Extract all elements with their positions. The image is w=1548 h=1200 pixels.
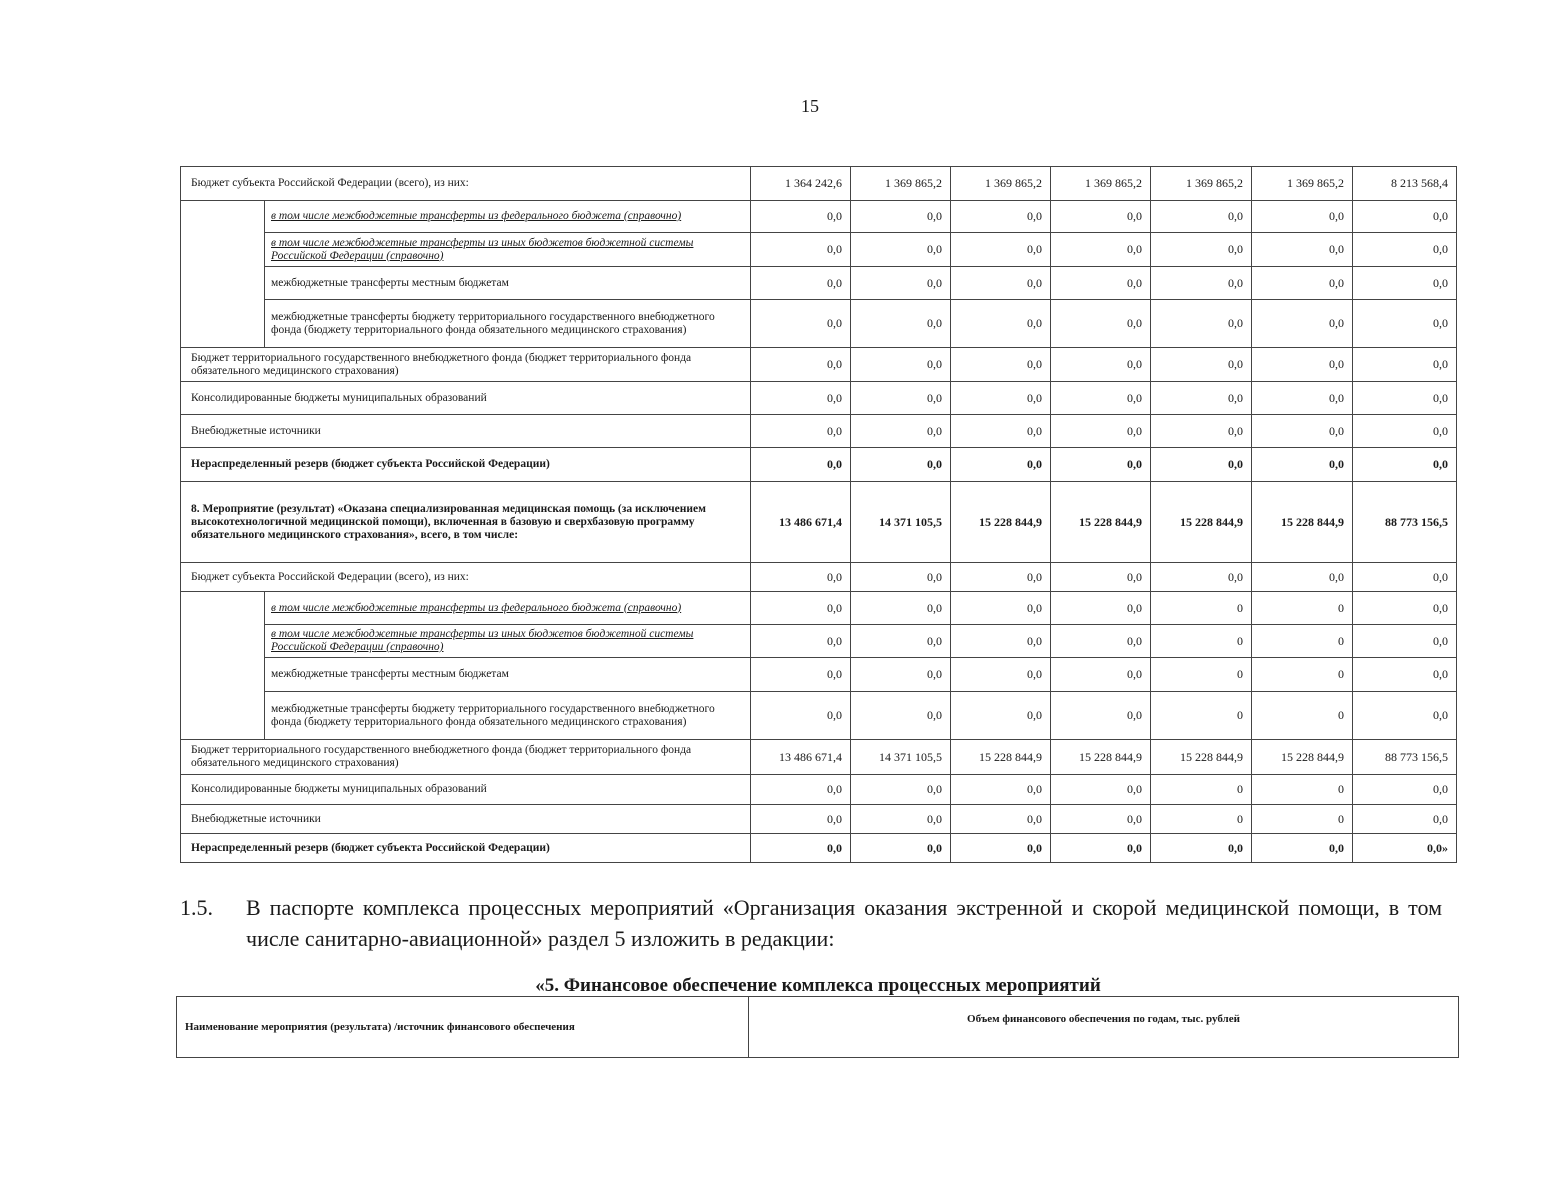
value-cell: 0 xyxy=(1151,625,1252,658)
table-row xyxy=(181,775,1457,805)
table-row xyxy=(181,834,1457,863)
value-cell: 0,0 xyxy=(751,625,851,658)
row-label: Бюджет территориального государственного внебюджетного фонда (бюджет территориального фонда обязательного медицинского страхования) xyxy=(181,740,751,775)
value-cell: 0,0 xyxy=(1051,592,1151,625)
value-cell: 0 xyxy=(1252,775,1353,805)
table-header-row xyxy=(177,997,1459,1058)
value-cell: 0,0 xyxy=(751,382,851,415)
indent-cell xyxy=(181,201,265,348)
value-cell: 0,0 xyxy=(1353,448,1457,482)
value-cell: 0,0 xyxy=(1252,300,1353,348)
value-cell: 0,0 xyxy=(1051,658,1151,692)
value-cell: 0,0 xyxy=(751,658,851,692)
value-cell: 0,0 xyxy=(1252,563,1353,592)
section-title: «5. Финансовое обеспечение комплекса процессных мероприятий xyxy=(535,975,1101,996)
value-cell: 15 228 844,9 xyxy=(1051,740,1151,775)
value-cell: 0,0 xyxy=(951,201,1051,233)
row-label: Бюджет субъекта Российской Федерации (всего), из них: xyxy=(181,563,751,592)
row-label: Внебюджетные источники xyxy=(181,415,751,448)
value-cell: 0,0 xyxy=(851,267,951,300)
row-label xyxy=(265,201,751,233)
row-label: Нераспределенный резерв (бюджет субъекта Российской Федерации) xyxy=(181,834,751,863)
value-cell: 15 228 844,9 xyxy=(1151,740,1252,775)
value-cell: 0,0 xyxy=(1252,382,1353,415)
value-cell: 0,0 xyxy=(951,805,1051,834)
table-row xyxy=(181,167,1457,201)
value-cell: 0,0 xyxy=(1252,201,1353,233)
value-cell: 15 228 844,9 xyxy=(1252,740,1353,775)
value-cell: 14 371 105,5 xyxy=(851,482,951,563)
value-cell: 0,0 xyxy=(1353,348,1457,382)
section5-header-table xyxy=(176,996,1459,1058)
value-cell: 0,0 xyxy=(751,448,851,482)
value-cell: 0,0 xyxy=(851,415,951,448)
value-cell: 0,0 xyxy=(1051,448,1151,482)
value-cell: 0,0 xyxy=(751,300,851,348)
value-cell: 0,0 xyxy=(851,775,951,805)
table-row xyxy=(181,625,1457,658)
value-cell: 1 369 865,2 xyxy=(1051,167,1151,201)
table-row xyxy=(181,300,1457,348)
value-cell: 88 773 156,5 xyxy=(1353,740,1457,775)
value-cell: 0 xyxy=(1151,658,1252,692)
value-cell: 0,0 xyxy=(951,775,1051,805)
value-cell: 0,0 xyxy=(1353,625,1457,658)
value-cell: 0,0 xyxy=(951,300,1051,348)
value-cell: 0,0 xyxy=(1252,415,1353,448)
value-cell: 0,0 xyxy=(751,592,851,625)
value-cell: 0,0 xyxy=(1353,300,1457,348)
value-cell: 13 486 671,4 xyxy=(751,482,851,563)
column-header-volume: Объем финансового обеспечения по годам, тыс. рублей xyxy=(749,997,1459,1058)
value-cell: 0,0 xyxy=(1252,834,1353,863)
value-cell: 8 213 568,4 xyxy=(1353,167,1457,201)
value-cell: 1 369 865,2 xyxy=(851,167,951,201)
value-cell: 0,0 xyxy=(951,382,1051,415)
financing-table xyxy=(180,166,1457,863)
row-label xyxy=(265,300,751,348)
value-cell: 0,0 xyxy=(1353,267,1457,300)
value-cell: 0,0 xyxy=(951,592,1051,625)
value-cell: 0,0 xyxy=(1051,415,1151,448)
table-row xyxy=(181,658,1457,692)
value-cell: 0,0 xyxy=(1252,448,1353,482)
paragraph-text: В паспорте комплекса процессных мероприятий «Организация оказания экстренной и скорой медицинской помощи, в том числе санитарно-авиационной» раздел 5 изложить в редакции: xyxy=(246,895,1442,951)
value-cell: 0,0 xyxy=(951,233,1051,267)
table-row xyxy=(181,415,1457,448)
value-cell: 0,0 xyxy=(951,348,1051,382)
value-cell: 0,0 xyxy=(951,415,1051,448)
value-cell: 0,0 xyxy=(851,658,951,692)
value-cell: 0,0 xyxy=(851,805,951,834)
value-cell: 0,0 xyxy=(1353,233,1457,267)
value-cell: 0,0 xyxy=(1151,563,1252,592)
row-label-text: в том числе межбюджетные трансферты из федерального бюджета (справочно) xyxy=(271,601,682,614)
value-cell: 0,0 xyxy=(1353,382,1457,415)
value-cell: 0,0 xyxy=(851,448,951,482)
row-label-text: межбюджетные трансферты местным бюджетам xyxy=(271,276,509,289)
value-cell: 0,0 xyxy=(1051,834,1151,863)
value-cell: 1 369 865,2 xyxy=(1151,167,1252,201)
value-cell: 0 xyxy=(1151,692,1252,740)
value-cell: 0,0 xyxy=(951,834,1051,863)
value-cell: 0,0 xyxy=(1353,201,1457,233)
value-cell: 0,0 xyxy=(951,448,1051,482)
row-label-text: в том числе межбюджетные трансферты из федерального бюджета (справочно) xyxy=(271,210,682,222)
row-label-text: в том числе межбюджетные трансферты из иных бюджетов бюджетной системы Российской Федерации (справочно) xyxy=(271,628,694,653)
row-label: 8. Мероприятие (результат) «Оказана специализированная медицинская помощь (за исключением высокотехнологичной медицинской помощи), включенная в базовую и сверхбазовую программу обязательного медицинского страхования», всего, в том числе: xyxy=(181,482,751,563)
value-cell: 1 369 865,2 xyxy=(1252,167,1353,201)
table-row xyxy=(181,592,1457,625)
amendment-paragraph xyxy=(180,892,1442,954)
value-cell: 0,0 xyxy=(1353,692,1457,740)
row-label: Бюджет территориального государственного внебюджетного фонда (бюджет территориального фонда обязательного медицинского страхования) xyxy=(181,348,751,382)
row-label: Внебюджетные источники xyxy=(181,805,751,834)
value-cell: 0,0 xyxy=(1051,382,1151,415)
table-row xyxy=(181,348,1457,382)
row-label xyxy=(265,658,751,692)
table-row xyxy=(181,482,1457,563)
value-cell: 0,0 xyxy=(851,834,951,863)
value-cell: 0,0 xyxy=(1151,348,1252,382)
value-cell: 0,0 xyxy=(1353,658,1457,692)
table-row xyxy=(181,692,1457,740)
value-cell: 0,0 xyxy=(851,692,951,740)
value-cell: 14 371 105,5 xyxy=(851,740,951,775)
value-cell: 13 486 671,4 xyxy=(751,740,851,775)
value-cell: 0 xyxy=(1252,692,1353,740)
row-label-text: межбюджетные трансферты бюджету территориального государственного внебюджетного фонда (бюджету территориального фонда обязательного медицинского страхования) xyxy=(271,310,715,336)
row-label: Консолидированные бюджеты муниципальных образований xyxy=(181,775,751,805)
paragraph-number: 1.5. xyxy=(180,895,213,920)
indent-cell xyxy=(181,592,265,740)
row-label-text: межбюджетные трансферты бюджету территориального государственного внебюджетного фонда (бюджету территориального фонда обязательного медицинского страхования) xyxy=(271,702,715,728)
value-cell: 0,0 xyxy=(851,348,951,382)
value-cell: 0 xyxy=(1151,592,1252,625)
value-cell: 0,0 xyxy=(1353,415,1457,448)
value-cell: 1 364 242,6 xyxy=(751,167,851,201)
row-label-text: межбюджетные трансферты местным бюджетам xyxy=(271,668,509,680)
table-row xyxy=(181,233,1457,267)
row-label: Консолидированные бюджеты муниципальных образований xyxy=(181,382,751,415)
value-cell: 0,0 xyxy=(851,300,951,348)
value-cell: 0,0 xyxy=(951,625,1051,658)
value-cell: 0,0 xyxy=(1151,382,1252,415)
value-cell: 0,0 xyxy=(1353,775,1457,805)
value-cell: 0,0 xyxy=(1051,300,1151,348)
value-cell: 0,0 xyxy=(1151,233,1252,267)
value-cell: 0,0 xyxy=(1353,563,1457,592)
row-label xyxy=(265,267,751,300)
value-cell: 0,0 xyxy=(751,201,851,233)
value-cell: 15 228 844,9 xyxy=(951,740,1051,775)
row-label-text: в том числе межбюджетные трансферты из иных бюджетов бюджетной системы Российской Федерации (справочно) xyxy=(271,236,694,262)
value-cell: 0,0 xyxy=(1151,415,1252,448)
value-cell: 0,0 xyxy=(1252,267,1353,300)
table-row xyxy=(181,201,1457,233)
value-cell: 0,0 xyxy=(1151,448,1252,482)
row-label xyxy=(265,692,751,740)
value-cell: 0,0 xyxy=(751,415,851,448)
value-cell: 0 xyxy=(1151,775,1252,805)
value-cell: 0,0 xyxy=(851,382,951,415)
table-row xyxy=(181,448,1457,482)
value-cell: 0,0 xyxy=(851,563,951,592)
value-cell: 0 xyxy=(1252,805,1353,834)
value-cell: 0,0 xyxy=(1051,267,1151,300)
value-cell: 0,0 xyxy=(1051,805,1151,834)
value-cell: 0,0 xyxy=(1353,805,1457,834)
value-cell: 0,0» xyxy=(1353,834,1457,863)
value-cell: 0,0 xyxy=(1252,233,1353,267)
value-cell: 0,0 xyxy=(1051,692,1151,740)
value-cell: 0,0 xyxy=(751,267,851,300)
value-cell: 0,0 xyxy=(951,563,1051,592)
value-cell: 0,0 xyxy=(751,233,851,267)
value-cell: 0,0 xyxy=(1051,775,1151,805)
row-label xyxy=(265,592,751,625)
value-cell: 0,0 xyxy=(1151,267,1252,300)
value-cell: 0,0 xyxy=(851,201,951,233)
value-cell: 0,0 xyxy=(1051,233,1151,267)
value-cell: 0 xyxy=(1252,658,1353,692)
table-row xyxy=(181,563,1457,592)
value-cell: 0,0 xyxy=(1252,348,1353,382)
column-header-name: Наименование мероприятия (результата) /источник финансового обеспечения xyxy=(177,997,749,1058)
value-cell: 0,0 xyxy=(1051,625,1151,658)
value-cell: 0,0 xyxy=(1151,201,1252,233)
value-cell: 0,0 xyxy=(951,267,1051,300)
row-label xyxy=(265,625,751,658)
table-row xyxy=(181,805,1457,834)
value-cell: 0,0 xyxy=(1151,300,1252,348)
value-cell: 0,0 xyxy=(951,692,1051,740)
value-cell: 0,0 xyxy=(751,805,851,834)
value-cell: 0,0 xyxy=(851,592,951,625)
row-label xyxy=(265,233,751,267)
table-row xyxy=(181,740,1457,775)
value-cell: 0,0 xyxy=(751,692,851,740)
table-row xyxy=(181,267,1457,300)
value-cell: 0,0 xyxy=(751,348,851,382)
value-cell: 0 xyxy=(1151,805,1252,834)
value-cell: 88 773 156,5 xyxy=(1353,482,1457,563)
value-cell: 0,0 xyxy=(851,625,951,658)
value-cell: 0,0 xyxy=(851,233,951,267)
row-label: Нераспределенный резерв (бюджет субъекта Российской Федерации) xyxy=(181,448,751,482)
value-cell: 15 228 844,9 xyxy=(1252,482,1353,563)
page-number: 15 xyxy=(801,96,819,116)
value-cell: 0,0 xyxy=(1151,834,1252,863)
value-cell: 0 xyxy=(1252,625,1353,658)
value-cell: 0,0 xyxy=(751,834,851,863)
value-cell: 0,0 xyxy=(1051,348,1151,382)
table-row xyxy=(181,382,1457,415)
value-cell: 15 228 844,9 xyxy=(1051,482,1151,563)
value-cell: 0,0 xyxy=(751,563,851,592)
value-cell: 0,0 xyxy=(1353,592,1457,625)
value-cell: 0 xyxy=(1252,592,1353,625)
value-cell: 0,0 xyxy=(951,658,1051,692)
value-cell: 0,0 xyxy=(1051,201,1151,233)
value-cell: 0,0 xyxy=(1051,563,1151,592)
value-cell: 15 228 844,9 xyxy=(951,482,1051,563)
value-cell: 1 369 865,2 xyxy=(951,167,1051,201)
row-label: Бюджет субъекта Российской Федерации (всего), из них: xyxy=(181,167,751,201)
value-cell: 15 228 844,9 xyxy=(1151,482,1252,563)
value-cell: 0,0 xyxy=(751,775,851,805)
